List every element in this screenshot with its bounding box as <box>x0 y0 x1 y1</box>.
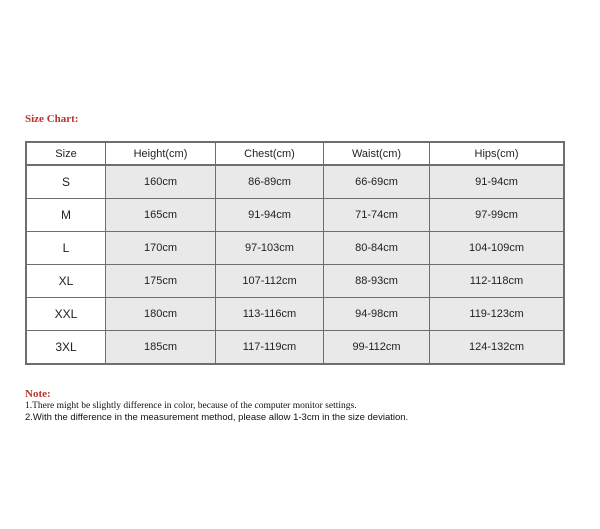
chest-cell: 86-89cm <box>216 166 324 199</box>
table-row <box>27 232 563 265</box>
hips-cell: 104-109cm <box>430 232 563 265</box>
hips-cell: 97-99cm <box>430 199 563 232</box>
waist-cell: 88-93cm <box>324 265 430 298</box>
height-cell: 160cm <box>106 166 216 199</box>
table-row <box>27 166 563 199</box>
chest-cell: 113-116cm <box>216 298 324 331</box>
size-cell: L <box>27 232 106 265</box>
chest-cell: 91-94cm <box>216 199 324 232</box>
waist-cell: 71-74cm <box>324 199 430 232</box>
waist-cell: 66-69cm <box>324 166 430 199</box>
height-cell: 180cm <box>106 298 216 331</box>
note-title: Note: <box>25 388 51 400</box>
size-cell: 3XL <box>27 331 106 363</box>
header-height: Height(cm) <box>106 143 216 166</box>
table-row <box>27 331 563 363</box>
notes-section <box>25 388 408 423</box>
header-hips: Hips(cm) <box>430 143 563 166</box>
height-cell: 185cm <box>106 331 216 363</box>
height-cell: 175cm <box>106 265 216 298</box>
table-row <box>27 265 563 298</box>
chest-cell: 97-103cm <box>216 232 324 265</box>
chest-cell: 117-119cm <box>216 331 324 363</box>
hips-cell: 91-94cm <box>430 166 563 199</box>
table-row <box>27 199 563 232</box>
waist-cell: 94-98cm <box>324 298 430 331</box>
table-header-row <box>27 143 563 166</box>
size-cell: M <box>27 199 106 232</box>
size-chart-heading: Size Chart: <box>25 113 79 125</box>
header-chest: Chest(cm) <box>216 143 324 166</box>
hips-cell: 124-132cm <box>430 331 563 363</box>
size-cell: XXL <box>27 298 106 331</box>
header-waist: Waist(cm) <box>324 143 430 166</box>
hips-cell: 112-118cm <box>430 265 563 298</box>
waist-cell: 80-84cm <box>324 232 430 265</box>
note-line-1: 1.There might be slightly difference in color, because of the computer monitor settings. <box>25 401 357 411</box>
header-size: Size <box>27 143 106 166</box>
height-cell: 165cm <box>106 199 216 232</box>
size-cell: S <box>27 166 106 199</box>
size-chart-table <box>25 141 565 365</box>
hips-cell: 119-123cm <box>430 298 563 331</box>
chest-cell: 107-112cm <box>216 265 324 298</box>
note-line-2: 2.With the difference in the measurement method, please allow 1-3cm in the size deviation. <box>25 412 409 423</box>
height-cell: 170cm <box>106 232 216 265</box>
size-cell: XL <box>27 265 106 298</box>
table-row <box>27 298 563 331</box>
waist-cell: 99-112cm <box>324 331 430 363</box>
